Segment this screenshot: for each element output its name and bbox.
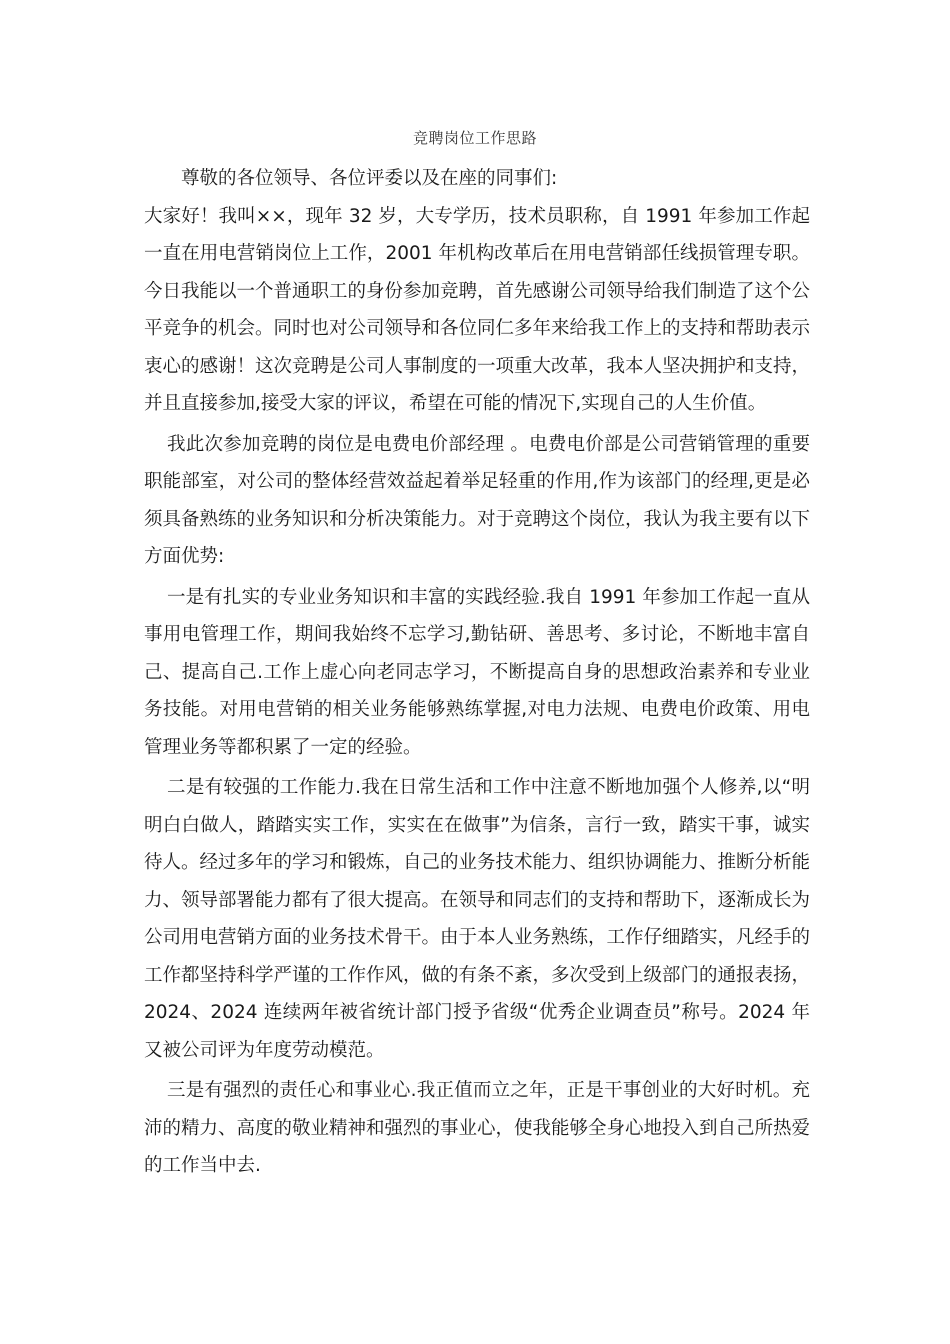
document-title: 竞聘岗位工作思路	[412, 129, 537, 147]
salutation: 尊敬的各位领导、各位评委以及在座的同事们:	[181, 168, 558, 189]
paragraph-advantage-two: 二是有较强的工作能力.我在日常生活和工作中注意不断地加强个人修养,以“明明白白做人，踏踏实实工作，实实在在做事”为信条，言行一致，踏实干事，诚实待人。经过多年的学习和锻炼，自己的业务技术能力、组织协调能力、推断分析能力、领导部署能力都有了很大提高。在领导和同志们的支持和帮助下，逐渐成长为公司用电营销方面的业务技术骨干。由于本人业务熟练，工作仔细踏实，凡经手的工作都坚持科学严谨的工作作风，做的有条不紊，多次受到上级部门的通报表扬，2024、2024 连续两年被省统计部门授予省级“优秀企业调查员”称号。2024 年又被公司评为年度劳动模范。	[144, 777, 811, 1061]
paragraph-introduction: 大家好！我叫××，现年 32 岁，大专学历，技术员职称，自 1991 年参加工作起一直在用电营销岗位上工作，2001 年机构改革后在用电营销部任线损管理专职。今日我能以一个普通职工的身份参加竞聘，首先感谢公司领导给我们制造了这个公平竞争的机会。同时也对公司领导和各位同仁多年来给我工作上的支持和帮助表示衷心的感谢！这次竞聘是公司人事制度的一项重大改革，我本人坚决拥护和支持，并且直接参加,接受大家的评议，希望在可能的情况下,实现自己的人生价值。	[144, 205, 811, 414]
paragraph-advantage-one: 一是有扎实的专业业务知识和丰富的实践经验.我自 1991 年参加工作起一直从事用电管理工作，期间我始终不忘学习,勤钻研、善思考、多讨论，不断地丰富自己、提高自己.工作上虚心向老同志学习，不断提高自身的思想政治素养和专业业务技能。对用电营销的相关业务能够熟练掌握,对电力法规、电费电价政策、用电管理业务等都积累了一定的经验。	[144, 586, 810, 758]
paragraph-advantage-three: 三是有强烈的责任心和事业心.我正值而立之年，正是干事创业的大好时机。充沛的精力、高度的敬业精神和强烈的事业心，使我能够全身心地投入到自己所热爱的工作当中去.	[144, 1080, 811, 1176]
document-body	[144, 160, 810, 1185]
paragraph-position: 我此次参加竞聘的岗位是电费电价部经理 。电费电价部是公司营销管理的重要职能部室，对公司的整体经营效益起着举足轻重的作用,作为该部门的经理,更是必须具备熟练的业务知识和分析决策能力。对于竞聘这个岗位，我认为我主要有以下方面优势:	[144, 433, 811, 567]
